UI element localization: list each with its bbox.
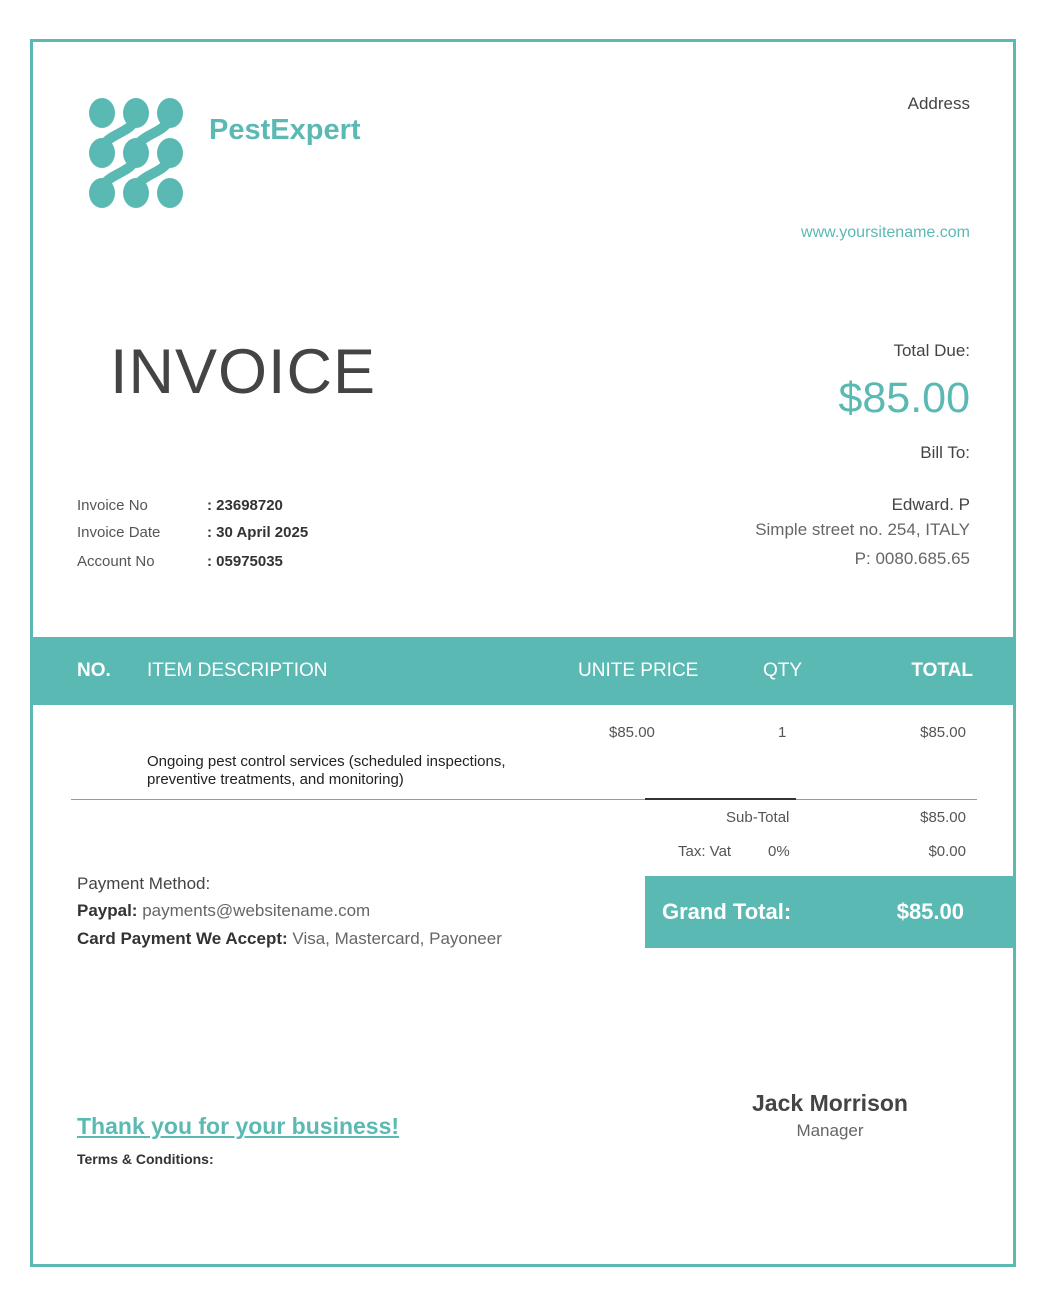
bill-to-label: Bill To: <box>920 443 970 462</box>
invoice-title: INVOICE <box>110 337 377 407</box>
total-due-value: $85.00 <box>838 374 970 422</box>
header-qty: QTY <box>763 660 803 681</box>
row-description: Ongoing pest control services (scheduled inspections, preventive treatments, and monitoring) <box>147 753 506 788</box>
card-payment-label: Card Payment We Accept: <box>77 929 288 948</box>
invoice-date-row <box>77 524 308 541</box>
header-no: NO. <box>77 660 111 681</box>
paypal-label: Paypal: <box>77 901 138 920</box>
items-table-header <box>33 637 1013 705</box>
paypal-email: payments@websitename.com <box>142 901 371 920</box>
row-unit-price: $85.00 <box>609 724 655 741</box>
paypal-row <box>77 901 370 921</box>
thank-you-message: Thank you for your business! <box>77 1113 400 1139</box>
meta-label: Invoice No <box>77 497 148 514</box>
header-description: ITEM DESCRIPTION <box>147 660 328 681</box>
tax-label: Tax: Vat <box>678 843 732 860</box>
grand-total-box <box>645 876 1013 948</box>
meta-value: : 05975035 <box>207 553 283 570</box>
tax-value: $0.00 <box>928 843 966 860</box>
payment-method-label: Payment Method: <box>77 874 211 893</box>
subtotal-divider <box>645 798 796 800</box>
company-address-label: Address <box>907 94 970 113</box>
total-due-label: Total Due: <box>893 341 970 360</box>
grand-total-label: Grand Total: <box>662 899 792 924</box>
dots-network-logo <box>86 96 186 210</box>
meta-label: Account No <box>77 553 155 570</box>
card-payment-row <box>77 929 502 949</box>
tax-rate: 0% <box>768 843 790 860</box>
row-qty: 1 <box>778 724 787 741</box>
meta-label: Invoice Date <box>77 524 161 541</box>
brand-name: PestExpert <box>209 114 361 146</box>
row-divider <box>71 799 977 800</box>
meta-value: : 23698720 <box>207 497 283 514</box>
signer-name: Jack Morrison <box>752 1090 908 1116</box>
meta-value: : 30 April 2025 <box>207 524 309 541</box>
card-payment-value: Visa, Mastercard, Payoneer <box>292 929 502 948</box>
signer-role: Manager <box>796 1121 864 1140</box>
company-website-link[interactable]: www.yoursitename.com <box>801 224 970 241</box>
bill-to-name: Edward. P <box>891 495 970 514</box>
subtotal-label: Sub-Total <box>726 809 790 826</box>
subtotal-value: $85.00 <box>920 809 966 826</box>
terms-conditions-label: Terms & Conditions: <box>77 1151 214 1167</box>
invoice-number-row <box>77 497 283 514</box>
account-number-row <box>77 553 283 570</box>
header-total: TOTAL <box>911 660 973 681</box>
bill-to-street: Simple street no. 254, ITALY <box>755 520 970 539</box>
row-total: $85.00 <box>920 724 966 741</box>
bill-to-phone: P: 0080.685.65 <box>854 549 970 568</box>
header-unit-price: UNITE PRICE <box>578 660 699 681</box>
grand-total-value: $85.00 <box>896 899 964 924</box>
